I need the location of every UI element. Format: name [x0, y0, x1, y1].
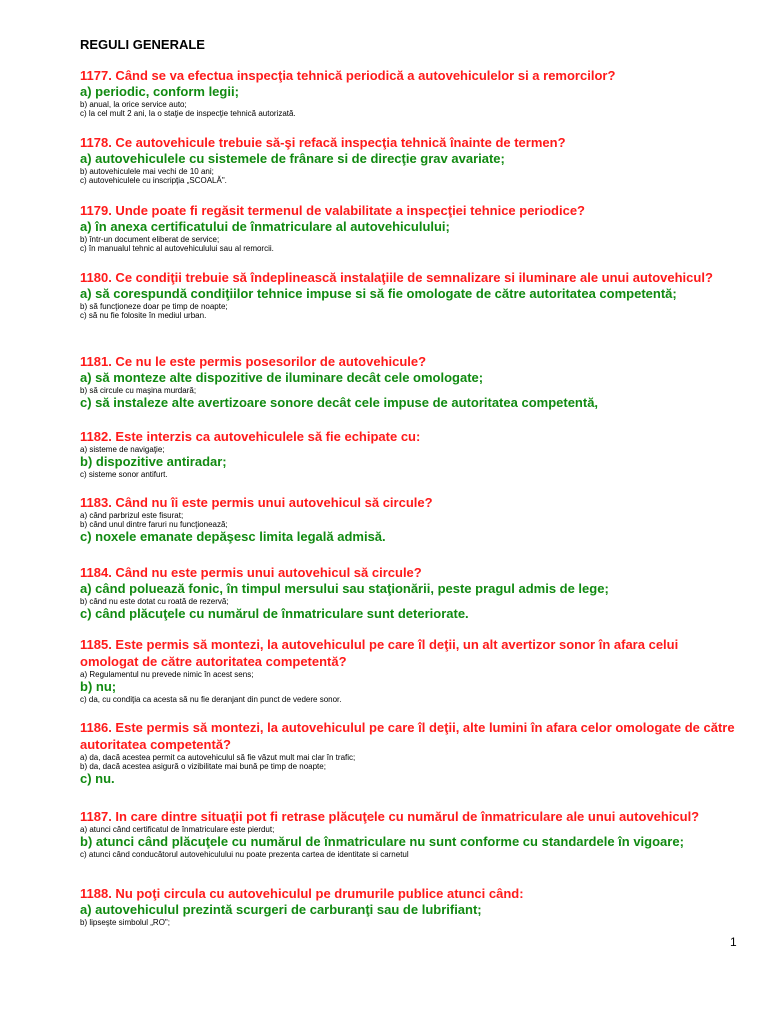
- answer-option: b) anual, la orice service auto;: [80, 100, 187, 109]
- answer-option: c) să nu fie folosite în mediul urban.: [80, 311, 207, 320]
- answer-option: c) autovehiculele cu inscripţia „SCOALĂ".: [80, 176, 227, 185]
- correct-answer: b) dispozitive antiradar;: [80, 454, 227, 469]
- question-block: [80, 719, 740, 787]
- correct-answer: c) când plăcuţele cu numărul de înmatriculare sunt deteriorate.: [80, 606, 469, 621]
- answer-option: a) Regulamentul nu prevede nimic în acest sens;: [80, 670, 254, 679]
- answer-option: b) da, dacă acestea asigură o vizibilitate mai bună pe timp de noapte;: [80, 762, 326, 771]
- question-text: 1179. Unde poate fi regăsit termenul de valabilitate a inspecţiei tehnice periodice?: [80, 203, 586, 218]
- answer-option: b) când nu este dotat cu roată de rezervă;: [80, 597, 229, 606]
- question-text: 1187. In care dintre situaţii pot fi retrase plăcuţele cu numărul de înmatriculare ale unui autovehicul?: [80, 809, 700, 824]
- answer-option: c) da, cu condiţia ca acesta să nu fie deranjant din punct de vedere sonor.: [80, 695, 342, 704]
- question-text: 1184. Când nu este permis unui autovehicul să circule?: [80, 565, 422, 580]
- correct-answer: a) autovehiculul prezintă scurgeri de carburanţi sau de lubrifiant;: [80, 902, 482, 917]
- correct-answer: c) nu.: [80, 771, 115, 786]
- answer-option: a) sisteme de navigaţie;: [80, 445, 165, 454]
- question-block: [80, 134, 740, 185]
- answer-option: a) când parbrizul este fisurat;: [80, 511, 184, 520]
- question-block: [80, 885, 740, 927]
- correct-answer: a) în anexa certificatului de înmatriculare al autovehiculului;: [80, 219, 450, 234]
- question-block: [80, 494, 740, 545]
- answer-option: c) în manualul tehnic al autovehiculului sau al remorcii.: [80, 244, 274, 253]
- correct-answer: a) să monteze alte dispozitive de iluminare decât cele omologate;: [80, 370, 484, 385]
- answer-option: b) autovehiculele mai vechi de 10 ani;: [80, 167, 214, 176]
- question-text: 1181. Ce nu le este permis posesorilor de autovehicule?: [80, 354, 427, 369]
- correct-answer: a) să corespundă condiţiilor tehnice impuse si să fie omologate de către autoritatea competentă;: [80, 286, 677, 301]
- correct-answer: c) noxele emanate depăşesc limita legală admisă.: [80, 529, 386, 544]
- page-heading: REGULI GENERALE: [80, 37, 205, 52]
- answer-option: a) da, dacă acestea permit ca autovehiculul să fie văzut mult mai clar în trafic;: [80, 753, 356, 762]
- question-block: [80, 636, 740, 704]
- question-text: 1178. Ce autovehicule trebuie să-şi refacă inspecţia tehnică înainte de termen?: [80, 135, 566, 150]
- question-block: [80, 67, 740, 118]
- answer-option: b) să funcţioneze doar pe timp de noapte;: [80, 302, 228, 311]
- correct-answer: a) când poluează fonic, în timpul mersului sau staţionării, peste pragul admis de lege;: [80, 581, 609, 596]
- answer-option: b) lipseşte simbolul „RO";: [80, 918, 170, 927]
- answer-option: c) la cel mult 2 ani, la o staţie de inspecţie tehnică autorizată.: [80, 109, 296, 118]
- answer-option: c) sisteme sonor antifurt.: [80, 470, 168, 479]
- question-block: [80, 564, 740, 622]
- answer-option: a) atunci când certificatul de înmatriculare este pierdut;: [80, 825, 275, 834]
- correct-answer: a) periodic, conform legii;: [80, 84, 239, 99]
- answer-option: b) când unul dintre faruri nu funcţionează;: [80, 520, 228, 529]
- answer-option: b) să circule cu maşina murdară;: [80, 386, 197, 395]
- question-text: 1177. Când se va efectua inspecţia tehnică periodică a autovehiculelor si a remorcilor?: [80, 68, 616, 83]
- question-block: [80, 353, 740, 411]
- answer-option: c) atunci când conducătorul autovehiculului nu poate prezenta cartea de identitate si carnetul: [80, 850, 409, 859]
- question-text: 1182. Este interzis ca autovehiculele să fie echipate cu:: [80, 429, 421, 444]
- question-block: [80, 808, 740, 859]
- question-text: 1185. Este permis să montezi, la autovehiculul pe care îl deţii, un alt avertizor sonor în afara celui omologat de către autoritatea competentă?: [80, 637, 679, 669]
- question-block: [80, 202, 740, 253]
- question-text: 1180. Ce condiţii trebuie să îndeplinească instalaţiile de semnalizare si iluminare ale unui autovehicul?: [80, 270, 713, 285]
- question-block: [80, 269, 740, 320]
- correct-answer: c) să instaleze alte avertizoare sonore decât cele impuse de autoritatea competentă,: [80, 395, 599, 410]
- correct-answer: b) atunci când plăcuţele cu numărul de înmatriculare nu sunt conforme cu standardele în vigoare;: [80, 834, 684, 849]
- question-text: 1188. Nu poţi circula cu autovehiculul pe drumurile publice atunci când:: [80, 886, 524, 901]
- correct-answer: b) nu;: [80, 679, 117, 694]
- correct-answer: a) autovehiculele cu sistemele de frânare si de direcţie grav avariate;: [80, 151, 505, 166]
- question-block: [80, 428, 740, 479]
- question-text: 1186. Este permis să montezi, la autovehiculul pe care îl deţii, alte lumini în afara celor omologate de către autoritatea competentă?: [80, 720, 735, 752]
- question-text: 1183. Când nu îi este permis unui autovehicul să circule?: [80, 495, 433, 510]
- page-number: 1: [730, 935, 737, 949]
- answer-option: b) într-un document eliberat de service;: [80, 235, 220, 244]
